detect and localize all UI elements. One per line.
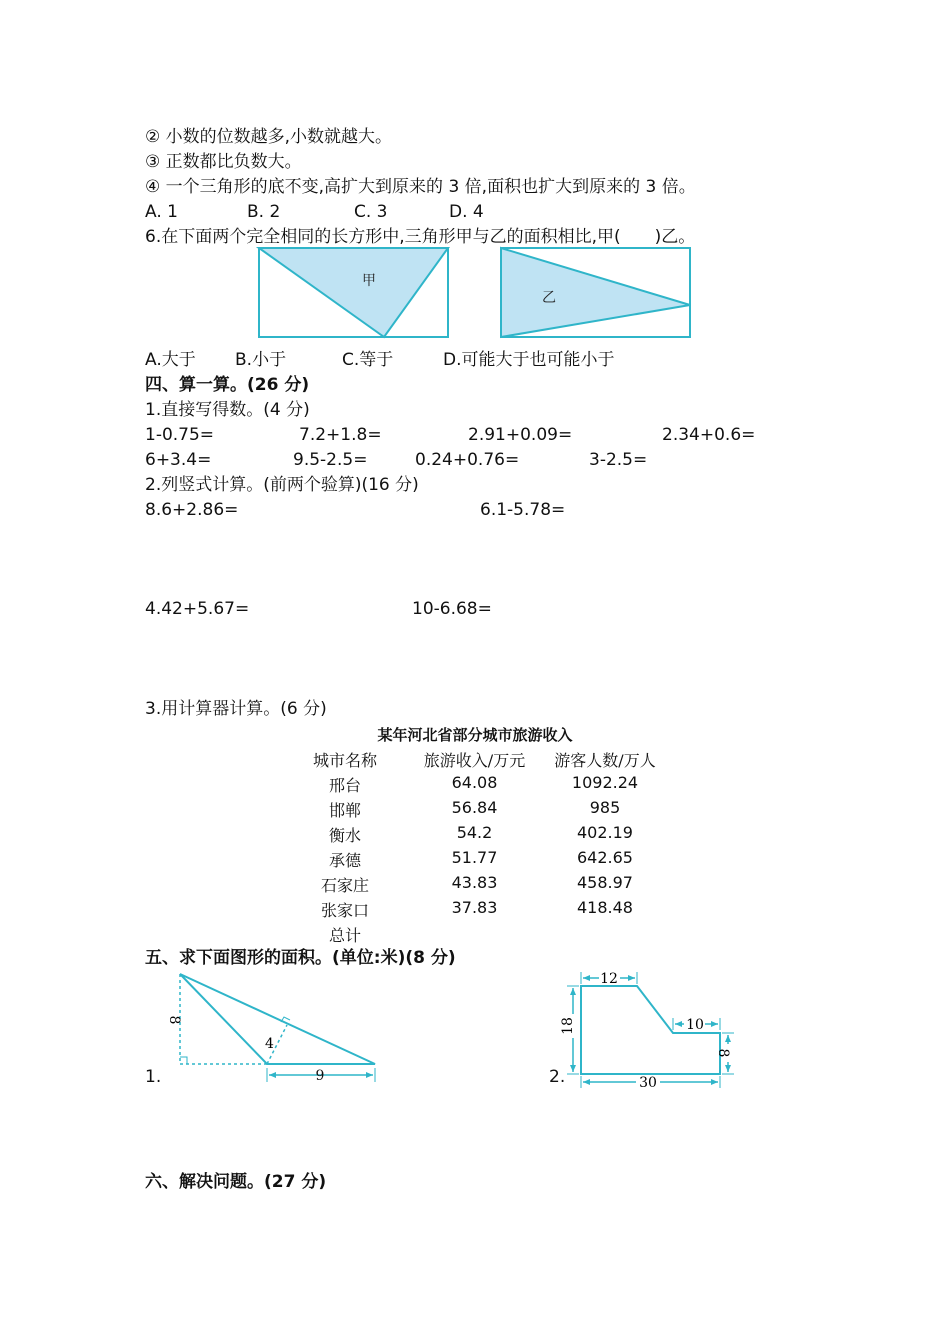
label-jia: 甲	[362, 273, 376, 289]
q6-option-c: C.等于	[342, 350, 394, 370]
statement-2: ② 小数的位数越多,小数就越大。	[145, 127, 393, 147]
table-cell-city: 衡水	[328, 826, 361, 845]
option-c: C. 3	[354, 202, 388, 222]
figure-2-label: 2.	[549, 1067, 566, 1087]
dim-step: 10	[686, 1017, 704, 1033]
table-title: 某年河北省部分城市旅游收入	[377, 726, 573, 744]
calc-item: 6+3.4=	[145, 450, 212, 470]
vertical-calc-item: 6.1-5.78=	[480, 500, 566, 520]
table-cell-income: 37.83	[451, 898, 498, 917]
table-header: 城市名称	[312, 751, 377, 770]
q6-option-b: B.小于	[235, 350, 287, 370]
table-cell-income: 43.83	[451, 873, 498, 892]
table-header: 游客人数/万人	[554, 751, 656, 770]
section-5-heading: 五、求下面图形的面积。(单位:米)(8 分)	[145, 948, 456, 968]
table-cell-visitors: 985	[589, 798, 621, 817]
section-4-heading: 四、算一算。(26 分)	[145, 375, 310, 395]
question-6-text: 6.在下面两个完全相同的长方形中,三角形甲与乙的面积相比,甲( )乙。	[145, 227, 696, 247]
q6-option-a: A.大于	[145, 350, 196, 370]
calc-item: 3-2.5=	[589, 450, 648, 470]
rectangle-jia-figure	[258, 247, 450, 339]
option-a: A. 1	[145, 202, 178, 222]
table-total-label: 总计	[328, 926, 361, 945]
statement-3: ③ 正数都比负数大。	[145, 152, 302, 172]
table-cell-income: 51.77	[451, 848, 498, 867]
table-cell-visitors: 458.97	[577, 873, 633, 892]
table-cell-city: 石家庄	[320, 876, 369, 895]
figure-1-triangle	[150, 968, 390, 1088]
table-cell-income: 64.08	[451, 773, 498, 792]
part-2-title: 2.列竖式计算。(前两个验算)(16 分)	[145, 475, 419, 495]
table-cell-visitors: 1092.24	[571, 773, 639, 792]
calc-item: 2.91+0.09=	[468, 425, 573, 445]
table-cell-city: 张家口	[320, 901, 369, 920]
calc-item: 1-0.75=	[145, 425, 215, 445]
part-3-title: 3.用计算器计算。(6 分)	[145, 699, 327, 719]
dim-bottom: 30	[639, 1075, 657, 1091]
table-cell-visitors: 402.19	[577, 823, 633, 842]
statement-4: ④ 一个三角形的底不变,高扩大到原来的 3 倍,面积也扩大到原来的 3 倍。	[145, 177, 696, 197]
table-header: 旅游收入/万元	[423, 751, 526, 770]
table-cell-visitors: 642.65	[577, 848, 633, 867]
figure-1-label: 1.	[145, 1067, 162, 1087]
part-1-title: 1.直接写得数。(4 分)	[145, 400, 310, 420]
figure-2-trapezoid-shape	[560, 966, 750, 1090]
dim-altitude: 4	[265, 1036, 274, 1052]
dim-height: 8	[166, 1015, 182, 1025]
table-cell-income: 56.84	[451, 798, 498, 817]
section-6-heading: 六、解决问题。(27 分)	[145, 1172, 327, 1192]
vertical-calc-item: 10-6.68=	[412, 599, 492, 619]
calc-item: 9.5-2.5=	[293, 450, 368, 470]
label-yi: 乙	[542, 290, 556, 306]
table-cell-city: 承德	[328, 851, 361, 870]
calc-item: 7.2+1.8=	[299, 425, 382, 445]
table-cell-city: 邯郸	[328, 801, 361, 820]
dim-top: 12	[600, 971, 618, 987]
q6-option-d: D.可能大于也可能小于	[443, 350, 615, 370]
vertical-calc-item: 8.6+2.86=	[145, 500, 239, 520]
table-cell-visitors: 418.48	[577, 898, 633, 917]
calc-item: 0.24+0.76=	[415, 450, 520, 470]
dim-left: 18	[560, 1017, 576, 1035]
dim-base: 9	[315, 1068, 325, 1084]
dim-right: 8	[715, 1048, 731, 1058]
option-b: B. 2	[247, 202, 281, 222]
rectangle-yi-figure	[500, 247, 692, 339]
table-cell-income: 54.2	[456, 823, 493, 842]
table-cell-city: 邢台	[328, 776, 361, 795]
calc-item: 2.34+0.6=	[662, 425, 756, 445]
vertical-calc-item: 4.42+5.67=	[145, 599, 250, 619]
option-d: D. 4	[449, 202, 484, 222]
